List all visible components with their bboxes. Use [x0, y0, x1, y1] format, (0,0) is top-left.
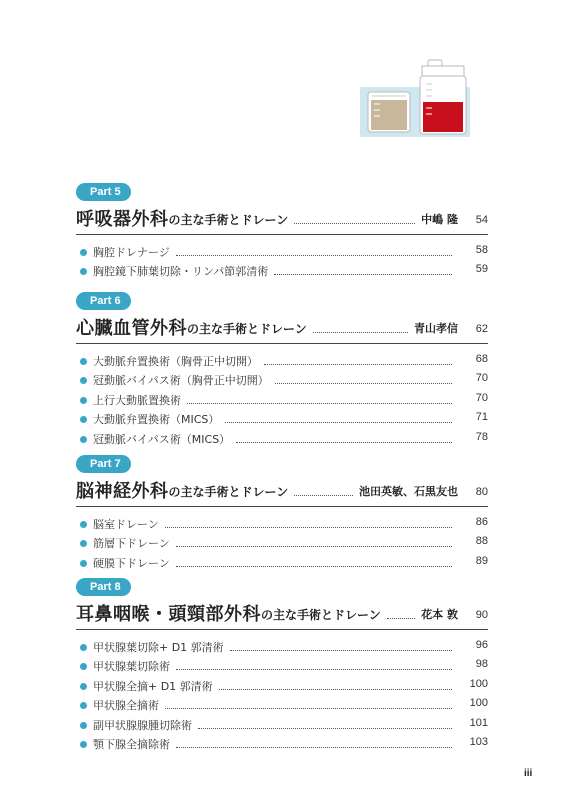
leader-dots — [387, 618, 415, 619]
toc-item[interactable] — [76, 533, 488, 553]
part-label: Part 7 — [76, 455, 131, 473]
part-author: 中嶋 隆 — [421, 213, 458, 226]
part-title: 呼吸器外科 — [76, 209, 169, 230]
part-heading[interactable] — [76, 600, 488, 626]
leader-dots — [176, 669, 452, 670]
leader-dots — [294, 223, 415, 224]
part-7-section — [76, 452, 488, 572]
part-page: 62 — [475, 323, 488, 335]
toc-item-page: 70 — [475, 391, 488, 404]
toc-item[interactable] — [76, 409, 488, 429]
toc-item[interactable] — [76, 261, 488, 281]
part-6-section — [76, 289, 488, 448]
toc-item[interactable] — [76, 714, 488, 734]
leader-dots — [313, 332, 408, 333]
toc-item[interactable] — [76, 389, 488, 409]
part-subtitle: の主な手術とドレーン — [168, 213, 289, 227]
toc-item-page: 100 — [469, 677, 488, 690]
leader-dots — [187, 403, 452, 404]
part-subtitle: の主な手術とドレーン — [168, 485, 289, 499]
bullet-icon — [80, 663, 87, 670]
toc-item-page: 71 — [475, 411, 488, 423]
leader-dots — [264, 364, 452, 365]
leader-dots — [176, 747, 452, 748]
toc-item[interactable] — [76, 636, 488, 656]
part-heading[interactable] — [76, 314, 488, 340]
leader-dots — [176, 255, 452, 256]
toc-item-title: 甲状腺全摘術 — [93, 699, 159, 712]
bullet-icon — [80, 722, 87, 729]
toc-item-title: 硬膜下ドレーン — [93, 556, 170, 570]
toc-item-title: 冠動脈バイパス術（MICS） — [93, 432, 231, 446]
leader-dots — [236, 442, 452, 443]
toc-item-page: 100 — [469, 697, 488, 709]
toc-item-page: 88 — [475, 535, 488, 547]
toc-item[interactable] — [76, 370, 488, 390]
toc-item[interactable] — [76, 350, 488, 370]
toc-item-title: 冠動脈バイパス術（胸骨正中切開） — [93, 374, 269, 387]
toc-item-page: 58 — [475, 243, 488, 256]
part-label: Part 6 — [76, 292, 131, 310]
toc-item-title: 甲状腺全摘+ D1 郭清術 — [93, 679, 213, 693]
toc-item-page: 78 — [475, 430, 488, 443]
toc-item-title: 大動脈弁置換術（胸骨正中切開） — [93, 354, 258, 368]
part-heading[interactable] — [76, 205, 488, 231]
toc-item[interactable] — [76, 734, 488, 754]
toc-item-title: 甲状腺葉切除術 — [93, 660, 170, 673]
toc-item-page: 70 — [475, 372, 488, 384]
bullet-icon — [80, 377, 87, 384]
bullet-icon — [80, 436, 87, 443]
part-8-section — [76, 575, 488, 753]
part-page: 90 — [475, 609, 488, 621]
bullet-icon — [80, 683, 87, 690]
toc-item-page: 96 — [475, 638, 488, 651]
toc-item-title: 甲状腺葉切除+ D1 郭清術 — [93, 640, 224, 654]
bullet-icon — [80, 268, 87, 275]
toc-item-title: 大動脈弁置換術（MICS） — [93, 413, 220, 426]
toc-list — [76, 513, 488, 572]
leader-dots — [165, 527, 452, 528]
toc-item-title: 上行大動脈置換術 — [93, 393, 181, 407]
bullet-icon — [80, 249, 87, 256]
toc-item-page: 89 — [475, 554, 488, 567]
part-title: 脳神経外科 — [76, 481, 169, 502]
part-author: 花本 敦 — [421, 608, 458, 621]
toc-item[interactable] — [76, 241, 488, 261]
leader-dots — [165, 708, 452, 709]
part-5-section — [76, 180, 488, 280]
part-author: 青山孝信 — [414, 322, 458, 335]
part-author: 池田英敏、石黒友也 — [359, 485, 458, 498]
drainage-bags-icon — [360, 52, 470, 137]
toc-item-page: 101 — [469, 716, 488, 729]
toc-item-title: 顎下腺全摘除術 — [93, 738, 170, 751]
toc-item[interactable] — [76, 656, 488, 676]
heading-rule — [76, 234, 488, 235]
heading-rule — [76, 629, 488, 630]
part-title: 心臓血管外科 — [76, 318, 187, 339]
bullet-icon — [80, 540, 87, 547]
bullet-icon — [80, 397, 87, 404]
toc-item-page: 98 — [475, 658, 488, 670]
leader-dots — [274, 274, 452, 275]
toc-item-title: 副甲状腺腺腫切除術 — [93, 718, 192, 732]
heading-rule — [76, 343, 488, 344]
leader-dots — [230, 650, 452, 651]
bullet-icon — [80, 521, 87, 528]
toc-list — [76, 350, 488, 448]
leader-dots — [176, 546, 452, 547]
toc-item[interactable] — [76, 513, 488, 533]
part-heading[interactable] — [76, 477, 488, 503]
bullet-icon — [80, 416, 87, 423]
toc-list — [76, 241, 488, 280]
toc-item[interactable] — [76, 675, 488, 695]
bullet-icon — [80, 702, 87, 709]
toc-list — [76, 636, 488, 753]
leader-dots — [219, 689, 452, 690]
leader-dots — [198, 728, 452, 729]
page-number: iii — [524, 768, 533, 779]
toc-item-page: 59 — [475, 263, 488, 275]
toc-item-page: 68 — [475, 352, 488, 365]
bullet-icon — [80, 644, 87, 651]
toc-item-title: 脳室ドレーン — [93, 517, 159, 531]
bullet-icon — [80, 560, 87, 567]
toc-item[interactable] — [76, 695, 488, 715]
toc-item[interactable] — [76, 552, 488, 572]
bullet-icon — [80, 358, 87, 365]
toc-item-title: 胸腔鏡下肺葉切除・リンパ節郭清術 — [93, 265, 269, 278]
part-label: Part 8 — [76, 578, 131, 596]
toc-item-title: 筋層下ドレーン — [93, 537, 170, 550]
toc-item-page: 103 — [469, 736, 488, 748]
leader-dots — [176, 566, 452, 567]
part-page: 54 — [475, 214, 488, 226]
leader-dots — [225, 422, 452, 423]
part-subtitle: の主な手術とドレーン — [261, 608, 381, 622]
part-subtitle: の主な手術とドレーン — [187, 322, 307, 336]
leader-dots — [275, 383, 452, 384]
part-title: 耳鼻咽喉・頭頸部外科 — [76, 604, 261, 625]
bullet-icon — [80, 741, 87, 748]
heading-rule — [76, 506, 488, 507]
toc-item-page: 86 — [475, 515, 488, 528]
part-page: 80 — [475, 486, 488, 498]
leader-dots — [294, 495, 353, 496]
part-label: Part 5 — [76, 183, 131, 201]
toc-item[interactable] — [76, 428, 488, 448]
toc-item-title: 胸腔ドレナージ — [93, 245, 170, 259]
